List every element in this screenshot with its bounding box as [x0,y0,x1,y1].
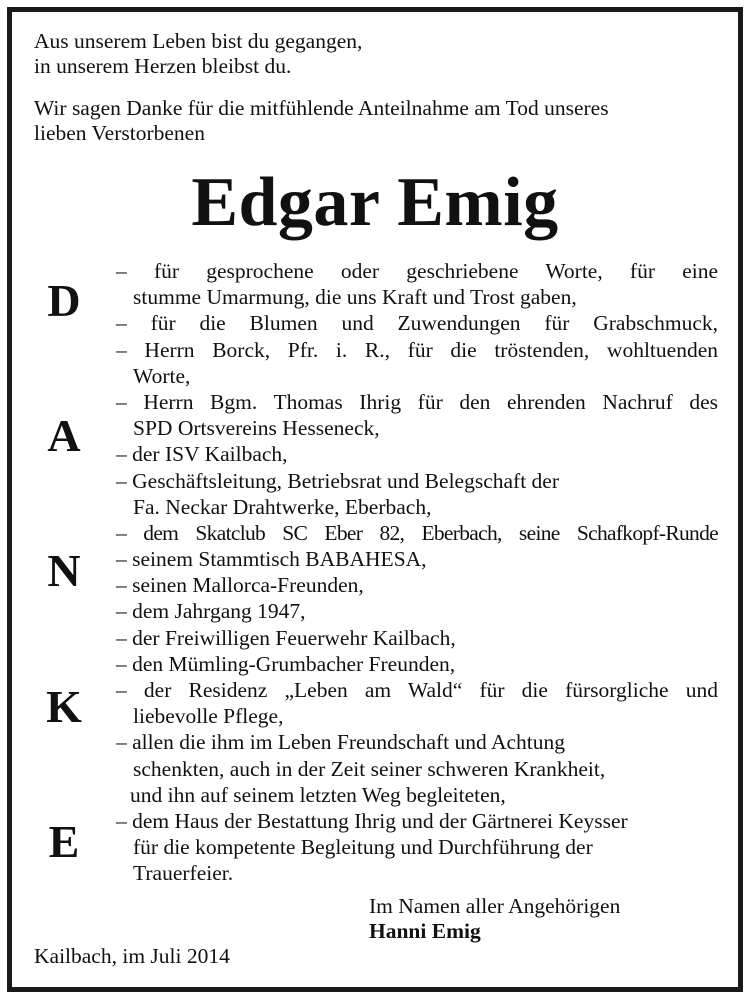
intro-verse-line-1: Aus unserem Leben bist du gegangen, [34,29,363,53]
intro-thanks-line-2: lieben Verstorbenen [34,121,205,145]
thanks-line: für die kompetente Begleitung und Durchführung der [133,835,593,860]
deceased-name: Edgar Emig [191,164,559,241]
thanks-line: SPD Ortsvereins Hesseneck, [133,416,380,441]
signature-line: Im Namen aller Angehörigen [369,894,621,918]
thanks-line: – seinem Stammtisch BABAHESA, [116,547,427,572]
thanks-line: Trauerfeier. [133,861,234,886]
dank-letter-e: E [48,816,80,867]
thanks-line: Fa. Neckar Drahtwerke, Eberbach, [133,494,432,519]
thanks-line: – seinen Mallorca-Freunden, [116,573,364,598]
place-and-date: Kailbach, im Juli 2014 [34,944,230,968]
thanks-line: Worte, [133,363,191,388]
thanks-line: liebevolle Pflege, [133,704,284,729]
thanks-line: – für gesprochene oder geschriebene Worte, für eine [116,259,718,283]
thanks-line: – Herrn Bgm. Thomas Ihrig für den ehrenden Nachruf des [116,389,718,414]
thanks-line: – Herrn Borck, Pfr. i. R., für die tröstenden, wohltuenden [116,337,718,362]
thanks-line: – dem Jahrgang 1947, [116,599,306,624]
thanks-line: – allen die ihm im Leben Freundschaft und Achtung [116,730,566,755]
thanks-line: – dem Haus der Bestattung Ihrig und der Gärtnerei Keysser [116,808,628,833]
thanks-line: schenkten, auch in der Zeit seiner schweren Krankheit, [133,756,606,781]
thanks-line: – der Freiwilligen Feuerwehr Kailbach, [116,625,456,650]
thanks-line: – der ISV Kailbach, [116,442,288,467]
dank-letter-d: D [47,275,81,326]
dank-letter-a: A [47,410,81,461]
signature-name: Hanni Emig [369,919,481,943]
intro-thanks-line-1: Wir sagen Danke für die mitfühlende Anteilnahme am Tod unseres [34,96,609,120]
thanks-line: – für die Blumen und Zuwendungen für Grabschmuck, [116,311,718,336]
thanks-line: stumme Umarmung, die uns Kraft und Trost gaben, [133,285,577,310]
thanks-line: und ihn auf seinem letzten Weg begleiteten, [130,782,506,807]
dank-letter-k: K [46,681,82,732]
thanks-line: – Geschäftsleitung, Betriebsrat und Belegschaft der [116,468,559,493]
thanks-line: – der Residenz „Leben am Wald“ für die fürsorgliche und [116,678,718,702]
intro-verse-line-2: in unserem Herzen bleibst du. [34,54,292,78]
thanks-line: – dem Skatclub SC Eber 82, Eberbach, seine Schafkopf-Runde [116,520,718,545]
thanks-line: – den Mümling-Grumbacher Freunden, [116,651,456,676]
thanks-list [116,258,718,887]
dank-letter-n: N [47,545,81,596]
